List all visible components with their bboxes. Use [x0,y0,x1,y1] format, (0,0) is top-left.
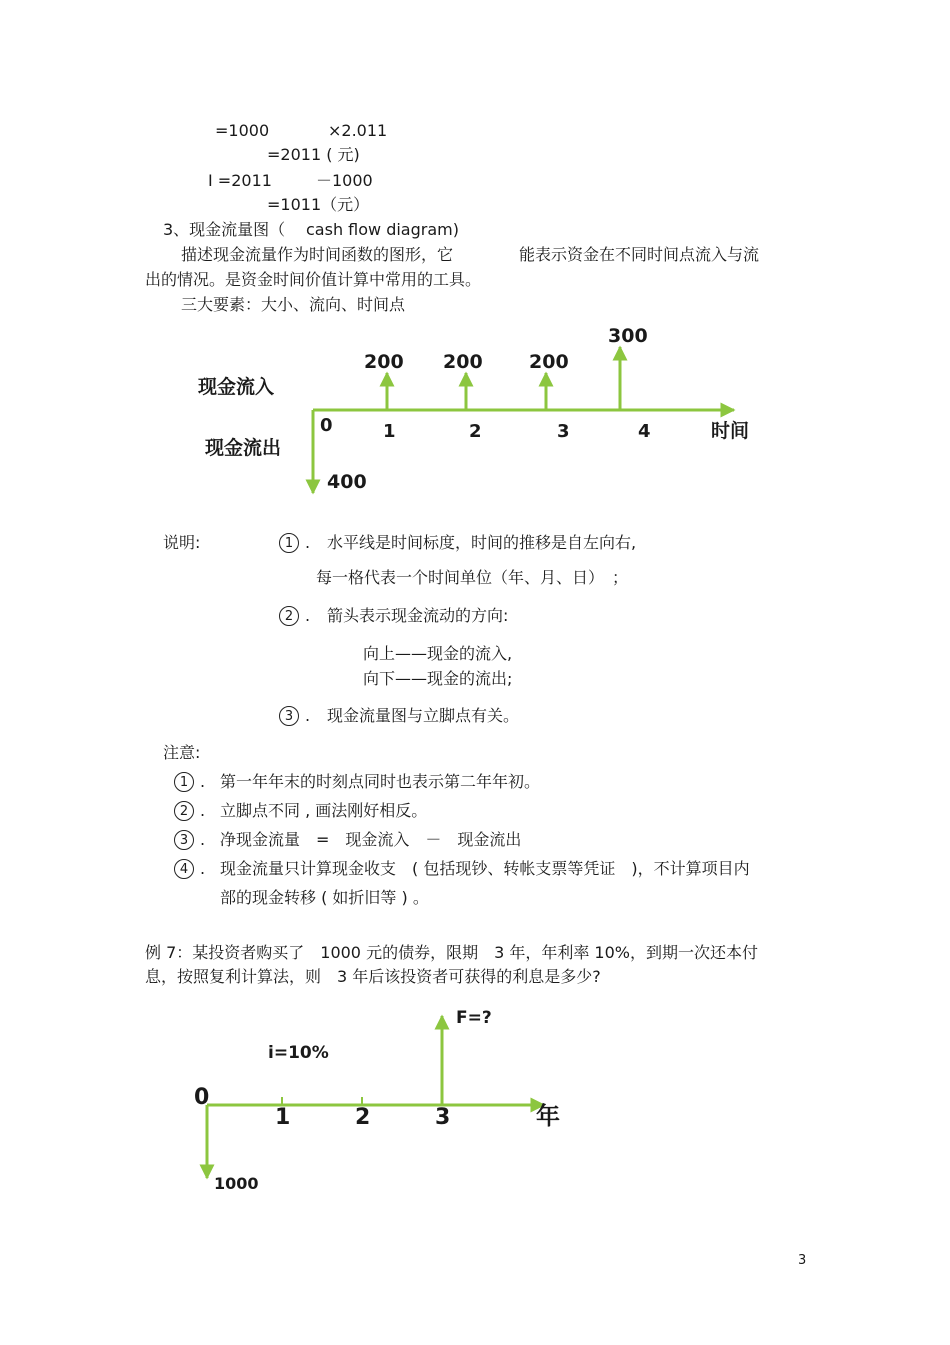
note-item-2: 立脚点不同 , 画法刚好相反。 [220,801,428,820]
note-number-1: 1 [174,772,194,792]
explain-number-1: 1 [279,533,299,553]
calc-line4: =1011（元） [267,195,370,214]
year-tick-label-0: 0 [194,1085,210,1110]
tick-label-4: 4 [638,421,651,442]
year-unit-label: 年 [536,1102,560,1130]
three-elements: 三大要素：大小、流向、时间点 [181,295,406,314]
explain-label: 说明: [163,533,201,552]
inflow-value-3: 200 [529,351,569,373]
direction-down: 向下——现金的流出; [363,669,513,688]
explain-number-3: 3 [279,706,299,726]
note-item-1: 第一年年末的时刻点同时也表示第二年年初。 [220,772,541,791]
note-number-3: 3 [174,830,194,850]
year-tick-label-1: 1 [275,1105,291,1130]
inflow-value-1: 200 [364,351,404,373]
calc-line3-value: I =2011 [208,171,272,190]
section-heading-english: cash flow diagram) [306,220,459,239]
notes-label: 注意: [163,743,201,762]
note-dot-2: . [200,801,206,820]
calc-line1-factor: ×2.011 [328,121,388,140]
explain-item-1: 水平线是时间标度，时间的推移是自左向右, [327,533,637,552]
tick-label-0: 0 [320,415,333,436]
explain-dot-1: . [305,533,311,552]
explain-item-2: 箭头表示现金流动的方向: [327,606,509,625]
direction-up: 向上——现金的流入, [363,644,513,663]
note-item-4: 现金流量只计算现金收支 ( 包括现钞、转帐支票等凭证 )，不计算项目内 [220,859,750,878]
calc-line3-minus: －1000 [316,171,373,190]
tick-label-1: 1 [383,421,396,442]
explain-number-2: 2 [279,606,299,626]
explain-item-3: 现金流量图与立脚点有关。 [327,706,520,725]
time-axis-label: 时间 [711,420,750,442]
explain-dot-3: . [305,706,311,725]
explain-item-1-continued: 每一格代表一个时间单位（年、月、日） ； [316,568,629,587]
interest-rate-label: i=10% [268,1043,329,1063]
future-value-label: F=? [456,1008,492,1028]
outflow-1000-label: 1000 [214,1174,259,1193]
description-part-a: 描述现金流量作为时间函数的图形，它 [181,245,454,264]
inflow-value-2: 200 [443,351,483,373]
cash-outflow-label: 现金流出 [205,437,282,459]
cash-inflow-label: 现金流入 [198,376,275,398]
note-number-2: 2 [174,801,194,821]
note-number-4: 4 [174,859,194,879]
note-item-4-continued: 部的现金转移 ( 如折旧等 ) 。 [220,888,429,907]
inflow-value-4: 300 [608,325,648,347]
note-item-3: 净现金流量 = 现金流入 － 现金流出 [220,830,522,849]
note-dot-3: . [200,830,206,849]
outflow-value: 400 [327,471,367,493]
note-dot-4: . [200,859,206,878]
description-part-b: 能表示资金在不同时间点流入与流 [519,245,760,264]
tick-label-3: 3 [557,421,570,442]
section-heading-number: 3、现金流量图（ [163,220,286,239]
description-line2: 出的情况。是资金时间价值计算中常用的工具。 [145,270,482,289]
year-tick-label-2: 2 [355,1105,371,1130]
page-number: 3 [798,1253,807,1268]
calc-line1-value: =1000 [215,121,270,140]
example-line1: 例 7：某投资者购买了 1000 元的债券，限期 3 年，年利率 10%，到期一次还本付 [145,943,758,962]
example-line2: 息，按照复利计算法，则 3 年后该投资者可获得的利息是多少? [145,967,601,986]
year-tick-label-3: 3 [435,1105,451,1130]
calc-line2: =2011 ( 元) [267,145,360,164]
tick-label-2: 2 [469,421,482,442]
explain-dot-2: . [305,606,311,625]
note-dot-1: . [200,772,206,791]
